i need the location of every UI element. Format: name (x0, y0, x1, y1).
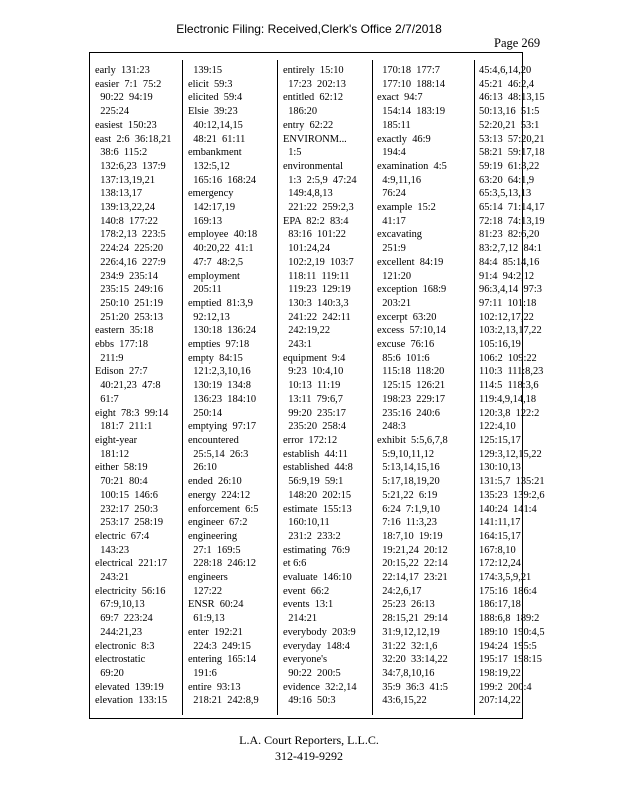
index-entry: employment (188, 270, 240, 282)
index-entry: 27:1 169:5 (188, 544, 241, 556)
index-entry: excess 57:10,14 (377, 325, 446, 337)
index-entry: 70:21 80:4 (95, 476, 148, 488)
index-entry: 17:23 202:13 (283, 78, 346, 90)
index-entry: easiest 150:23 (95, 119, 157, 131)
index-entry: 140:8 177:22 (95, 215, 158, 227)
index-entry: 154:14 183:19 (377, 106, 446, 118)
index-entry: 50:13,16 51:5 (479, 106, 540, 118)
index-column-1 (95, 64, 185, 708)
index-entry: 20:15,22 22:14 (377, 558, 448, 570)
index-entry: 97:11 101:18 (479, 297, 537, 309)
index-entry: 242:19,22 (283, 325, 331, 337)
index-entry: 194:24 195:5 (479, 640, 537, 652)
index-entry: 140:24 141:4 (479, 503, 537, 515)
index-entry: encountered (188, 434, 239, 446)
index-entry: 243:21 (95, 572, 130, 584)
index-entry: 96:3,4,14 97:3 (479, 284, 542, 296)
index-entry: 185:11 (377, 119, 411, 131)
index-entry: 67:9,10,13 (95, 599, 145, 611)
index-entry: 63:20 64:1,9 (479, 174, 535, 186)
index-entry: 121:2,3,10,16 (188, 366, 251, 378)
index-entry: 148:20 202:15 (283, 489, 352, 501)
index-entry: 250:14 (188, 407, 223, 419)
index-entry: 248:3 (377, 421, 406, 433)
index-entry: elicit 59:3 (188, 78, 233, 90)
index-entry: 175:16 186:4 (479, 585, 537, 597)
index-entry: 253:17 258:19 (95, 517, 164, 529)
index-entry: 85:6 101:6 (377, 352, 430, 364)
index-entry: 127:22 (188, 585, 223, 597)
index-entry: 250:10 251:19 (95, 297, 164, 309)
index-entry: 25:5,14 26:3 (188, 448, 249, 460)
index-entry: 205:11 (188, 284, 222, 296)
index-entry: 131:5,7 135:21 (479, 476, 545, 488)
index-entry: 165:16 168:24 (188, 174, 257, 186)
index-entry: 34:7,8,10,16 (377, 667, 435, 679)
index-entry: 198:23 229:17 (377, 393, 446, 405)
index-entry: 24:2,6,17 (377, 585, 422, 597)
index-entry: 58:21 59:17,18 (479, 147, 545, 159)
index-entry: 5:9,10,11,12 (377, 448, 435, 460)
index-entry: 225:24 (95, 106, 130, 118)
index-entry: 102:12,17,22 (479, 311, 534, 323)
index-entry: 138:13,17 (95, 188, 143, 200)
index-entry: entering 165:14 (188, 654, 257, 666)
index-entry: empties 97:18 (188, 339, 250, 351)
index-entry: everybody 203:9 (283, 626, 356, 638)
index-entry: 83:16 101:22 (283, 229, 346, 241)
index-entry: exhibit 5:5,6,7,8 (377, 434, 448, 446)
index-entry: 1:3 2:5,9 47:24 (283, 174, 357, 186)
index-entry: entirely 15:10 (283, 65, 344, 76)
index-entry: estimate 155:13 (283, 503, 352, 515)
index-entry: 243:1 (283, 339, 312, 351)
index-entry: 6:24 7:1,9,10 (377, 503, 440, 515)
index-entry: 132:5,12 (188, 160, 230, 172)
index-entry: 105:16,19 (479, 339, 521, 351)
index-entry: 214:21 (283, 613, 318, 625)
index-entry: ENSR 60:24 (188, 599, 244, 611)
index-entry: 178:2,13 223:5 (95, 229, 166, 241)
index-entry: engineering (188, 530, 238, 542)
index-entry: event 66:2 (283, 585, 330, 597)
index-entry: 19:21,24 20:12 (377, 544, 448, 556)
index-entry: east 2:6 36:18,21 (95, 133, 172, 145)
index-entry: 234:9 235:14 (95, 270, 158, 282)
index-entry: equipment 9:4 (283, 352, 346, 364)
index-entry: energy 224:12 (188, 489, 251, 501)
index-column-5 (479, 64, 569, 708)
index-entry: 38:6 115:2 (95, 147, 148, 159)
index-entry: 132:6,23 137:9 (95, 160, 166, 172)
index-entry: elevation 133:15 (95, 695, 168, 707)
index-entry: empty 84:15 (188, 352, 243, 364)
index-entry: 130:18 136:24 (188, 325, 257, 337)
index-entry: 53:13 57:20,21 (479, 133, 545, 145)
index-entry: 49:16 50:3 (283, 695, 336, 707)
index-entry: 174:3,5,9,21 (479, 572, 532, 584)
index-entry: 130:3 140:3,3 (283, 297, 349, 309)
index-entry: 46:13 48:13,15 (479, 92, 545, 104)
index-entry: 198:19,22 (479, 667, 521, 679)
index-entry: 61:7 (95, 393, 119, 405)
index-entry: 40:12,14,15 (188, 119, 243, 131)
index-entry: everyday 148:4 (283, 640, 350, 652)
index-entry: 169:13 (188, 215, 223, 227)
index-entry: evaluate 146:10 (283, 572, 352, 584)
index-entry: 69:7 223:24 (95, 613, 153, 625)
index-entry: 251:20 253:13 (95, 311, 164, 323)
index-entry: EPA 82:2 83:4 (283, 215, 349, 227)
index-entry: 5:21,22 6:19 (377, 489, 438, 501)
index-entry: 224:3 249:15 (188, 640, 251, 652)
index-entry: early 131:23 (95, 65, 150, 76)
index-entry: 7:16 11:3,23 (377, 517, 437, 529)
index-entry: 177:10 188:14 (377, 78, 446, 90)
index-entry: 110:3 111:8,23 (479, 366, 544, 378)
index-entry: 31:9,12,12,19 (377, 626, 440, 638)
index-entry: 244:21,23 (95, 626, 143, 638)
index-entry: 241:22 242:11 (283, 311, 351, 323)
index-entry: 119:23 129:19 (283, 284, 351, 296)
index-entry: emptying 97:17 (188, 421, 257, 433)
index-entry: elevated 139:19 (95, 681, 164, 693)
index-entry: 195:17 198:15 (479, 654, 542, 666)
index-entry: 13:11 79:6,7 (283, 393, 343, 405)
index-entry: engineers (188, 572, 228, 584)
index-entry: 224:24 225:20 (95, 243, 164, 255)
index-entry: 231:2 233:2 (283, 530, 341, 542)
index-entry: 72:18 74:13,19 (479, 215, 545, 227)
index-entry: ebbs 177:18 (95, 339, 149, 351)
index-entry: excellent 84:19 (377, 256, 444, 268)
index-entry: 235:20 258:4 (283, 421, 346, 433)
index-entry: 129:3,12,15,22 (479, 448, 542, 460)
index-entry: 189:10 190:4,5 (479, 626, 545, 638)
index-entry: 47:7 48:2,5 (188, 256, 244, 268)
index-entry: electricity 56:16 (95, 585, 166, 597)
index-entry: easier 7:1 75:2 (95, 78, 162, 90)
index-entry: either 58:19 (95, 462, 148, 474)
index-entry: 235:15 249:16 (95, 284, 164, 296)
index-entry: 226:4,16 227:9 (95, 256, 166, 268)
index-entry: 25:23 26:13 (377, 599, 435, 611)
index-entry: 32:20 33:14,22 (377, 654, 448, 666)
index-entry: excerpt 63:20 (377, 311, 437, 323)
index-entry: eastern 35:18 (95, 325, 154, 337)
index-entry: 135:23 139:2,6 (479, 489, 545, 501)
index-entry: 141:11,17 (479, 517, 521, 529)
index-entry: examination 4:5 (377, 160, 447, 172)
index-entry: 172:12,24 (479, 558, 521, 570)
index-entry: 106:2 109:22 (479, 352, 537, 364)
index-entry: 35:9 36:3 41:5 (377, 681, 449, 693)
index-entry: 191:6 (188, 667, 217, 679)
index-entry: embankment (188, 147, 242, 159)
index-entry: eight-year (95, 434, 138, 446)
index-entry: electrostatic (95, 654, 146, 666)
index-entry: entire 93:13 (188, 681, 241, 693)
index-entry: evidence 32:2,14 (283, 681, 357, 693)
index-entry: engineer 67:2 (188, 517, 248, 529)
index-entry: 203:21 (377, 297, 412, 309)
index-entry: 99:20 235:17 (283, 407, 346, 419)
index-entry: 181:12 (95, 448, 130, 460)
index-entry: 91:4 94:2,12 (479, 270, 535, 282)
index-entry: everyone's (283, 654, 327, 666)
index-entry: et 6:6 (283, 558, 307, 570)
index-entry: 5:17,18,19,20 (377, 476, 440, 488)
footer-phone: 312-419-9292 (275, 749, 343, 763)
index-entry: 84:4 85:14,16 (479, 256, 540, 268)
index-entry: enforcement 6:5 (188, 503, 259, 515)
index-entry: Edison 27:7 (95, 366, 148, 378)
index-entry: emptied 81:3,9 (188, 297, 253, 309)
index-entry: 235:16 240:6 (377, 407, 440, 419)
index-entry: 199:2 200:4 (479, 681, 532, 693)
index-entry: 76:24 (377, 188, 406, 200)
index-entry: 221:22 259:2,3 (283, 202, 354, 214)
index-entry: estimating 76:9 (283, 544, 350, 556)
index-entry: 121:20 (377, 270, 412, 282)
index-entry: 143:23 (95, 544, 130, 556)
index-entry: 186:17,18 (479, 599, 521, 611)
index-entry: 90:22 94:19 (95, 92, 153, 104)
index-entry: 22:14,17 23:21 (377, 572, 448, 584)
index-entry: 120:3,8 122:2 (479, 407, 540, 419)
index-entry: 40:20,22 41:1 (188, 243, 254, 255)
index-entry: 45:21 46:2,4 (479, 78, 535, 90)
index-entry: 26:10 (188, 462, 217, 474)
index-entry: 139:13,22,24 (95, 202, 156, 214)
index-entry: entitled 62:12 (283, 92, 344, 104)
index-entry: 101:24,24 (283, 243, 331, 255)
index-entry: exactly 46:9 (377, 133, 431, 145)
index-entry: eight 78:3 99:14 (95, 407, 169, 419)
index-entry: 125:15,17 (479, 434, 521, 446)
index-entry: 5:13,14,15,16 (377, 462, 440, 474)
index-entry: 48:21 61:11 (188, 133, 246, 145)
index-entry: 81:23 82:6,20 (479, 229, 540, 241)
index-entry: 102:2,19 103:7 (283, 256, 354, 268)
index-entry: 65:3,5,13,13 (479, 188, 532, 200)
index-entry: 31:22 32:1,6 (377, 640, 438, 652)
index-entry: ended 26:10 (188, 476, 242, 488)
index-entry: 207:14,22 (479, 695, 521, 707)
index-entry: 114:5 118:3,6 (479, 380, 539, 392)
index-entry: exception 168:9 (377, 284, 447, 296)
index-entry: 40:21,23 47:8 (95, 380, 161, 392)
index-entry: electronic 8:3 (95, 640, 155, 652)
index-entry: excavating (377, 229, 423, 241)
index-entry: 232:17 250:3 (95, 503, 158, 515)
filing-stamp-header: Electronic Filing: Received,Clerk's Office 2/7/2018 (176, 22, 442, 36)
index-entry: 125:15 126:21 (377, 380, 446, 392)
index-column-3 (283, 64, 373, 708)
index-entry: 103:2,13,17,22 (479, 325, 542, 337)
index-entry: 69:20 (95, 667, 124, 679)
column-divider (474, 60, 475, 715)
index-entry: 118:11 119:11 (283, 270, 350, 282)
index-entry: example 15:2 (377, 202, 436, 214)
index-entry: 119:4,9,14,18 (479, 393, 537, 405)
index-entry: 59:19 61:3,22 (479, 160, 540, 172)
footer-company: L.A. Court Reporters, L.L.C. (239, 733, 379, 747)
index-entry: 65:14 71:14,17 (479, 202, 545, 214)
index-entry: 228:18 246:12 (188, 558, 257, 570)
index-entry: 90:22 200:5 (283, 667, 341, 679)
index-column-2 (188, 64, 278, 708)
index-entry: 9:23 10:4,10 (283, 366, 344, 378)
index-entry: elicited 59:4 (188, 92, 243, 104)
index-entry: 194:4 (377, 147, 406, 159)
index-entry: 1:5 (283, 147, 302, 159)
index-entry: 186:20 (283, 106, 318, 118)
index-entry: 43:6,15,22 (377, 695, 427, 707)
index-entry: excuse 76:16 (377, 339, 435, 351)
index-entry: 136:23 184:10 (188, 393, 257, 405)
index-entry: 130:10,13 (479, 462, 521, 474)
index-entry: 122:4,10 (479, 421, 516, 433)
index-entry: ENVIRONM... (283, 133, 347, 145)
index-entry: 4:9,11,16 (377, 174, 422, 186)
index-entry: electrical 221:17 (95, 558, 168, 570)
index-entry: 45:4,6,14,20 (479, 65, 532, 76)
index-entry: 142:17,19 (188, 202, 236, 214)
index-entry: 211:9 (95, 352, 124, 364)
index-entry: 41:17 (377, 215, 406, 227)
index-entry: 83:2,7,12 84:1 (479, 243, 542, 255)
index-entry: 130:19 134:8 (188, 380, 251, 392)
index-entry: 18:7,10 19:19 (377, 530, 443, 542)
index-entry: 164:15,17 (479, 530, 521, 542)
index-entry: establish 44:11 (283, 448, 348, 460)
index-entry: 115:18 118:20 (377, 366, 445, 378)
index-entry: 137:13,19,21 (95, 174, 156, 186)
index-entry: environmental (283, 160, 344, 172)
index-entry: entry 62:22 (283, 119, 334, 131)
index-entry: Elsie 39:23 (188, 106, 238, 118)
index-entry: 149:4,8,13 (283, 188, 333, 200)
index-entry: 167:8,10 (479, 544, 516, 556)
index-entry: error 172:12 (283, 434, 338, 446)
index-column-4 (377, 64, 467, 708)
index-entry: 92:12,13 (188, 311, 230, 323)
index-entry: established 44:8 (283, 462, 353, 474)
index-entry: 10:13 11:19 (283, 380, 341, 392)
index-entry: events 13:1 (283, 599, 334, 611)
index-entry: 28:15,21 29:14 (377, 613, 448, 625)
index-entry: 188:6,8 189:2 (479, 613, 540, 625)
index-entry: 160:10,11 (283, 517, 330, 529)
index-entry: employee 40:18 (188, 229, 258, 241)
index-entry: emergency (188, 188, 234, 200)
index-entry: 56:9,19 59:1 (283, 476, 344, 488)
index-entry: electric 67:4 (95, 530, 150, 542)
index-entry: 251:9 (377, 243, 406, 255)
index-entry: 218:21 242:8,9 (188, 695, 259, 707)
index-entry: 181:7 211:1 (95, 421, 153, 433)
index-entry: exact 94:7 (377, 92, 423, 104)
page-number: Page 269 (494, 36, 541, 50)
index-entry: 61:9,13 (188, 613, 225, 625)
index-entry: 52:20,21 53:1 (479, 119, 540, 131)
index-entry: 139:15 (188, 65, 223, 76)
index-entry: 170:18 177:7 (377, 65, 440, 76)
index-entry: enter 192:21 (188, 626, 243, 638)
index-entry: 100:15 146:6 (95, 489, 158, 501)
